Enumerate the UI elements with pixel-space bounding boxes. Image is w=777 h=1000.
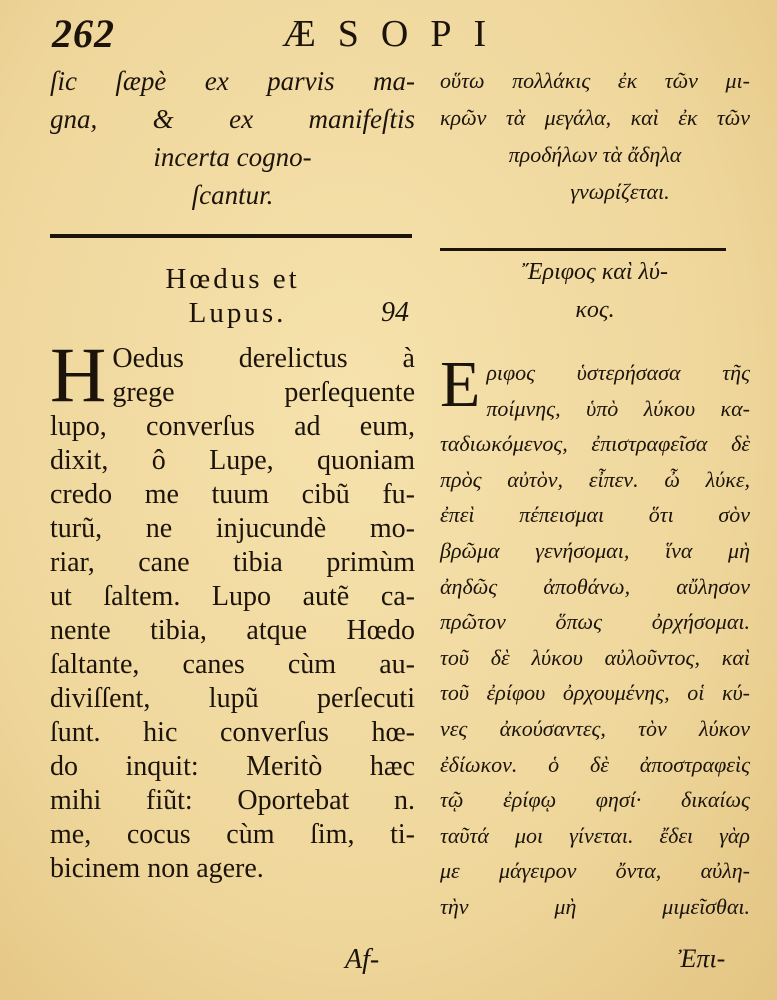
greek-verse-ending [440, 62, 750, 210]
page-header [0, 8, 777, 64]
latin-title-text: Lupus. [188, 297, 287, 329]
body-line: ἐπεὶ πέπεισμαι ὅτι σὸν [440, 502, 750, 528]
body-line: turũ, ne injucundè mo- [50, 513, 415, 544]
body-line: me, cocus cùm ſim, ti- [50, 819, 415, 850]
body-line: nente tibia, atque Hœdo [50, 615, 415, 646]
section-divider [50, 234, 412, 238]
body-line: ποίμνης, ὑπὸ λύκου κα- [486, 395, 750, 421]
body-line: ſaltante, canes cùm au- [50, 649, 415, 680]
greek-verse-line: γνωρίζεται. [570, 179, 670, 204]
greek-catchword: Ἐπι- [678, 944, 726, 973]
body-line: ut ſaltem. Lupo autẽ ca- [50, 581, 415, 612]
body-line: mihi fiũt: Oportebat n. [50, 785, 415, 816]
body-line: Oedus derelictus à [112, 343, 415, 374]
latin-verse-line: incerta cogno- [153, 142, 312, 172]
body-line: ſunt. hic converſus hœ- [50, 717, 415, 748]
body-line: με μάγειρον ὄντα, αὐλη- [440, 858, 750, 884]
body-line: ἀηδῶς ἀποθάνω, αὔλησον [440, 573, 750, 599]
page-number: 262 [52, 11, 115, 56]
body-line: βρῶμα γενήσομαι, ἵνα μὴ [440, 537, 750, 563]
running-head: ÆSOPI [282, 13, 509, 55]
body-line: τῷ ἐρίφῳ φησί· δικαίως [440, 787, 750, 813]
greek-title-line: κος. [575, 297, 615, 323]
body-line: credo me tuum cibũ fu- [50, 479, 415, 510]
body-line: riar, cane tibia primùm [50, 547, 415, 578]
latin-fable-title [50, 262, 415, 330]
section-divider [440, 248, 726, 251]
greek-fable-title [440, 253, 750, 329]
body-line: do inquit: Meritò hæc [50, 751, 415, 782]
body-line: πρῶτον ὅπως ὀρχήσομαι. [440, 609, 750, 635]
body-line: ριφος ὑστερήσασα τῆς [486, 360, 750, 385]
body-line: dixit, ô Lupe, quoniam [50, 445, 415, 476]
greek-verse-line: οὕτω πολλάκις ἐκ τῶν μι- [440, 68, 750, 93]
body-line: grege perſequente [112, 377, 415, 408]
body-line: τὴν μὴ μιμεῖσθαι. [440, 893, 750, 919]
greek-verse-line: προδήλων τὰ ἄδηλα [508, 142, 682, 167]
latin-column [50, 62, 415, 886]
latin-catchword: Af- [345, 944, 380, 975]
greek-title-line: Ἔριφος καὶ λύ- [522, 259, 668, 285]
latin-verse-line: ſcantur. [191, 180, 274, 210]
body-line: πρὸς αὐτὸν, εἶπεν. ὦ λύκε, [440, 466, 750, 492]
body-line: lupo, converſus ad eum, [50, 411, 415, 442]
greek-fable-body [440, 348, 750, 925]
body-line: diviſſent, lupũ perſecuti [50, 683, 415, 714]
latin-drop-cap: H [50, 331, 107, 418]
body-line: bicinem non agere. [50, 853, 264, 884]
latin-verse-ending [50, 62, 415, 214]
body-line: ταδιωκόμενος, ἐπιστραφεῖσα δὲ [440, 431, 750, 457]
latin-title-line-2 [50, 296, 415, 330]
latin-fable-body [50, 331, 415, 886]
greek-verse-line: κρῶν τὰ μεγάλα, καὶ ἐκ τῶν [440, 105, 750, 130]
body-line: ἐδίωκον. ὁ δὲ ἀποστραφεὶς [440, 751, 750, 777]
body-line: ταῦτά μοι γίνεται. ἔδει γὰρ [440, 822, 750, 848]
fable-number: 94 [381, 297, 409, 328]
latin-verse-line: gna, & ex manifeſtis [50, 104, 415, 134]
body-line: τοῦ δὲ λύκου αὐλοῦντος, καὶ [440, 644, 750, 670]
body-line: τοῦ ἐρίφου ὀρχουμένης, οἱ κύ- [440, 680, 750, 706]
greek-column [440, 62, 750, 925]
latin-verse-line: ſic ſæpè ex parvis ma- [50, 66, 415, 96]
latin-title-line: Hœdus et [165, 263, 300, 295]
greek-drop-cap: Ε [440, 348, 481, 421]
body-line: νες ἀκούσαντες, τὸν λύκον [440, 715, 750, 741]
